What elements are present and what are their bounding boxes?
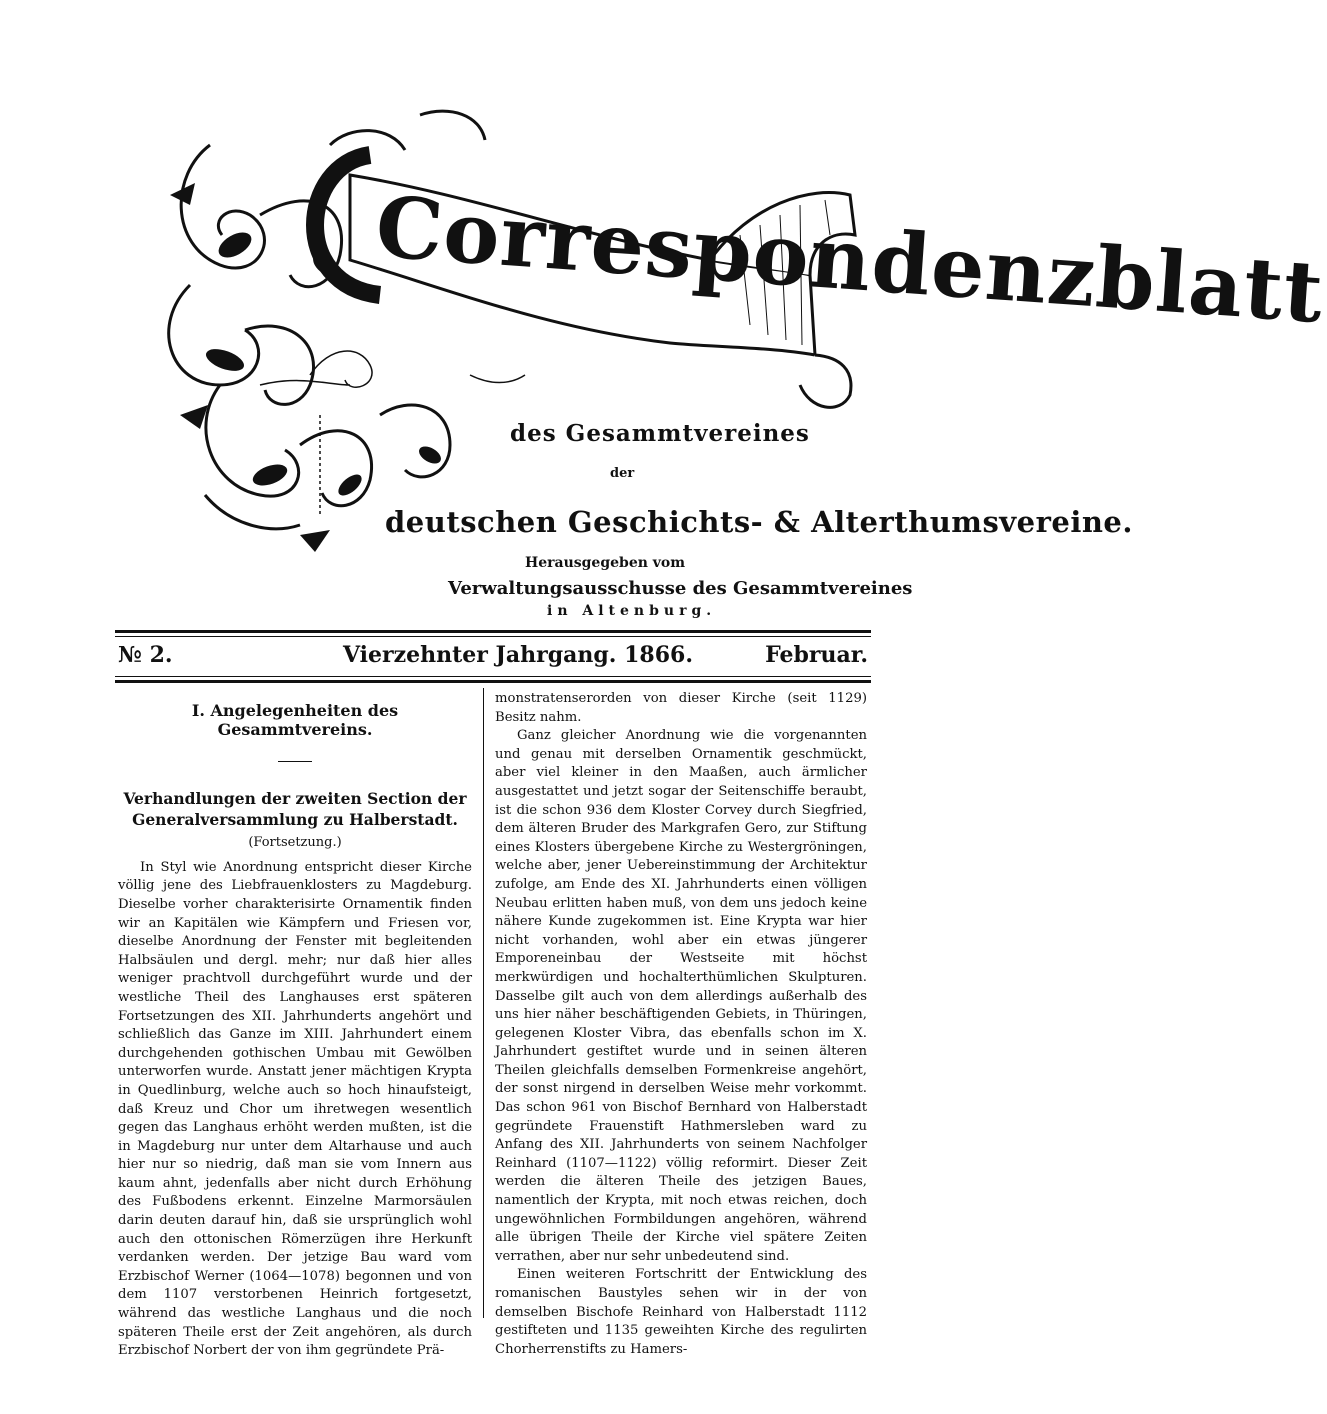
top-rule-thin xyxy=(115,636,871,637)
masthead-line-6: in Altenburg. xyxy=(547,603,717,619)
bottom-rule xyxy=(115,680,871,683)
masthead-line-4: Herausgegeben vom xyxy=(525,555,686,571)
right-paragraph-3: Einen weiteren Fortschritt der Entwicklung des romanischen Baustyles sehen wir in der von demselben Bischofe Reinhard von Halberstadt 1112 gestifteten und 1135 geweihten Kirche des regulirten Chorherrenstifts zu Hamers- xyxy=(495,1267,867,1357)
right-paragraph-1: monstratenserorden von dieser Kirche (seit 1129) Besitz nahm. xyxy=(495,691,867,725)
masthead-line-3: deutschen Geschichts- & Alterthumsvereine. xyxy=(385,505,1133,539)
left-column xyxy=(118,690,472,1361)
short-divider xyxy=(278,761,312,762)
masthead xyxy=(150,85,1327,565)
masthead-title: Correspondenzblatt xyxy=(372,177,1327,342)
bottom-rule-thin xyxy=(115,676,871,677)
right-paragraph-2: Ganz gleicher Anordnung wie die vorgenannten und genau mit derselben Ornamentik geschmückt, aber viel kleiner in den Maaßen, auch ärmlicher ausgestattet und jetzt sogar der Seitenschiffe beraubt, ist die schon 936 dem Kloster Corvey durch Siegfried, dem älteren Bruder des Markgrafen Gero, zur Stiftung eines Klosters übergebene Kirche zu Westergröningen, welche aber, jener Uebereinstimmung der Architektur zufolge, am Ende des XI. Jahrhunderts einen völligen Neubau erlitten haben muß, von dem uns jedoch keine nähere Kunde zugekommen ist. Eine Krypta war hier nicht vorhanden, wohl aber ein etwas jüngerer Emporeneinbau der Westseite mit höchst merkwürdigen und hochalterthümlichen Skulpturen. Dasselbe gilt auch von dem allerdings außerhalb des uns hier näher beschäftigenden Gebiets, in Thüringen, gelegenen Kloster Vibra, das ebenfalls schon im X. Jahrhundert gestiftet wurde und in seinen älteren Theilen gleichfalls demselben Formenkreise angehört, der sonst nirgend in derselben Weise mehr vorkommt. Das schon 961 von Bischof Bernhard von Halberstadt gegründete Frauenstift Hathmersleben ward zu Anfang des XII. Jahrhunderts von seinem Nachfolger Reinhard (1107—1122) völlig reformirt. Dieser Zeit werden die älteren Theile des jetzigen Baues, namentlich der Krypta, mit noch etwas reichen, doch ungewöhnlichen Formbildungen angehören, während alle übrigen Theile der Kirche viel spätere Zeiten verrathen, aber nur sehr unbedeutend sind. xyxy=(495,728,867,1264)
masthead-line-5: Verwaltungsausschusse des Gesammtvereines xyxy=(448,578,913,599)
left-paragraph: In Styl wie Anordnung entspricht dieser Kirche völlig jene des Liebfrauenklosters zu Magdeburg. Dieselbe vorher charakterisirte Ornamentik finden wir an Kapitälen wie Kämpfern und Friesen vor, dieselbe Anordnung der Fenster mit begleitenden Halbsäulen und dergl. mehr; nur daß hier alles weniger prachtvoll durchgeführt wurde und der westliche Theil des Langhauses erst späteren Fortsetzungen des XII. Jahrhunderts angehört und schließlich das Ganze im XIII. Jahrhundert einem durchgehenden gothischen Umbau mit Gewölben unterworfen wurde. Anstatt jener mächtigen Krypta in Quedlinburg, welche auch so hoch hinaufsteigt, daß Kreuz und Chor um ihretwegen wesentlich gegen das Langhaus erhöht werden mußten, ist die in Magdeburg nur unter dem Altarhause und auch hier nur so niedrig, daß man sie vom Innern aus kaum ahnt, jedenfalls aber nicht durch Erhöhung des Fußbodens erkennt. Einzelne Marmorsäulen darin deuten darauf hin, daß sie ursprünglich wohl auch den ottonischen Römerzügen ihre Herkunft verdanken werden. Der jetzige Bau ward vom Erzbischof Werner (1064—1078) begonnen und von dem 1107 verstorbenen Heinrich fortgesetzt, während das westliche Langhaus und die noch späteren Theile erst der Zeit angehören, als durch Erzbischof Norbert der von ihm gegründete Prä- xyxy=(118,859,472,1359)
column-divider xyxy=(483,688,484,1318)
top-rule xyxy=(115,630,871,633)
right-column xyxy=(495,690,867,1359)
issue-number: № 2. xyxy=(118,642,173,668)
article-title-line-2: Generalversammlung zu Halberstadt. xyxy=(132,810,458,830)
issue-month: Februar. xyxy=(765,642,868,668)
continuation-note: (Fortsetzung.) xyxy=(248,835,342,851)
ornamental-masthead-illustration xyxy=(150,85,870,565)
issue-line xyxy=(118,642,868,672)
masthead-line-2: der xyxy=(610,466,635,481)
masthead-line-1: des Gesammtvereines xyxy=(510,420,810,447)
issue-volume: Vierzehnter Jahrgang. 1866. xyxy=(343,642,693,668)
article-title-line-1: Verhandlungen der zweiten Section der xyxy=(123,789,467,809)
section-heading: I. Angelegenheiten des Gesammtvereins. xyxy=(191,701,399,739)
